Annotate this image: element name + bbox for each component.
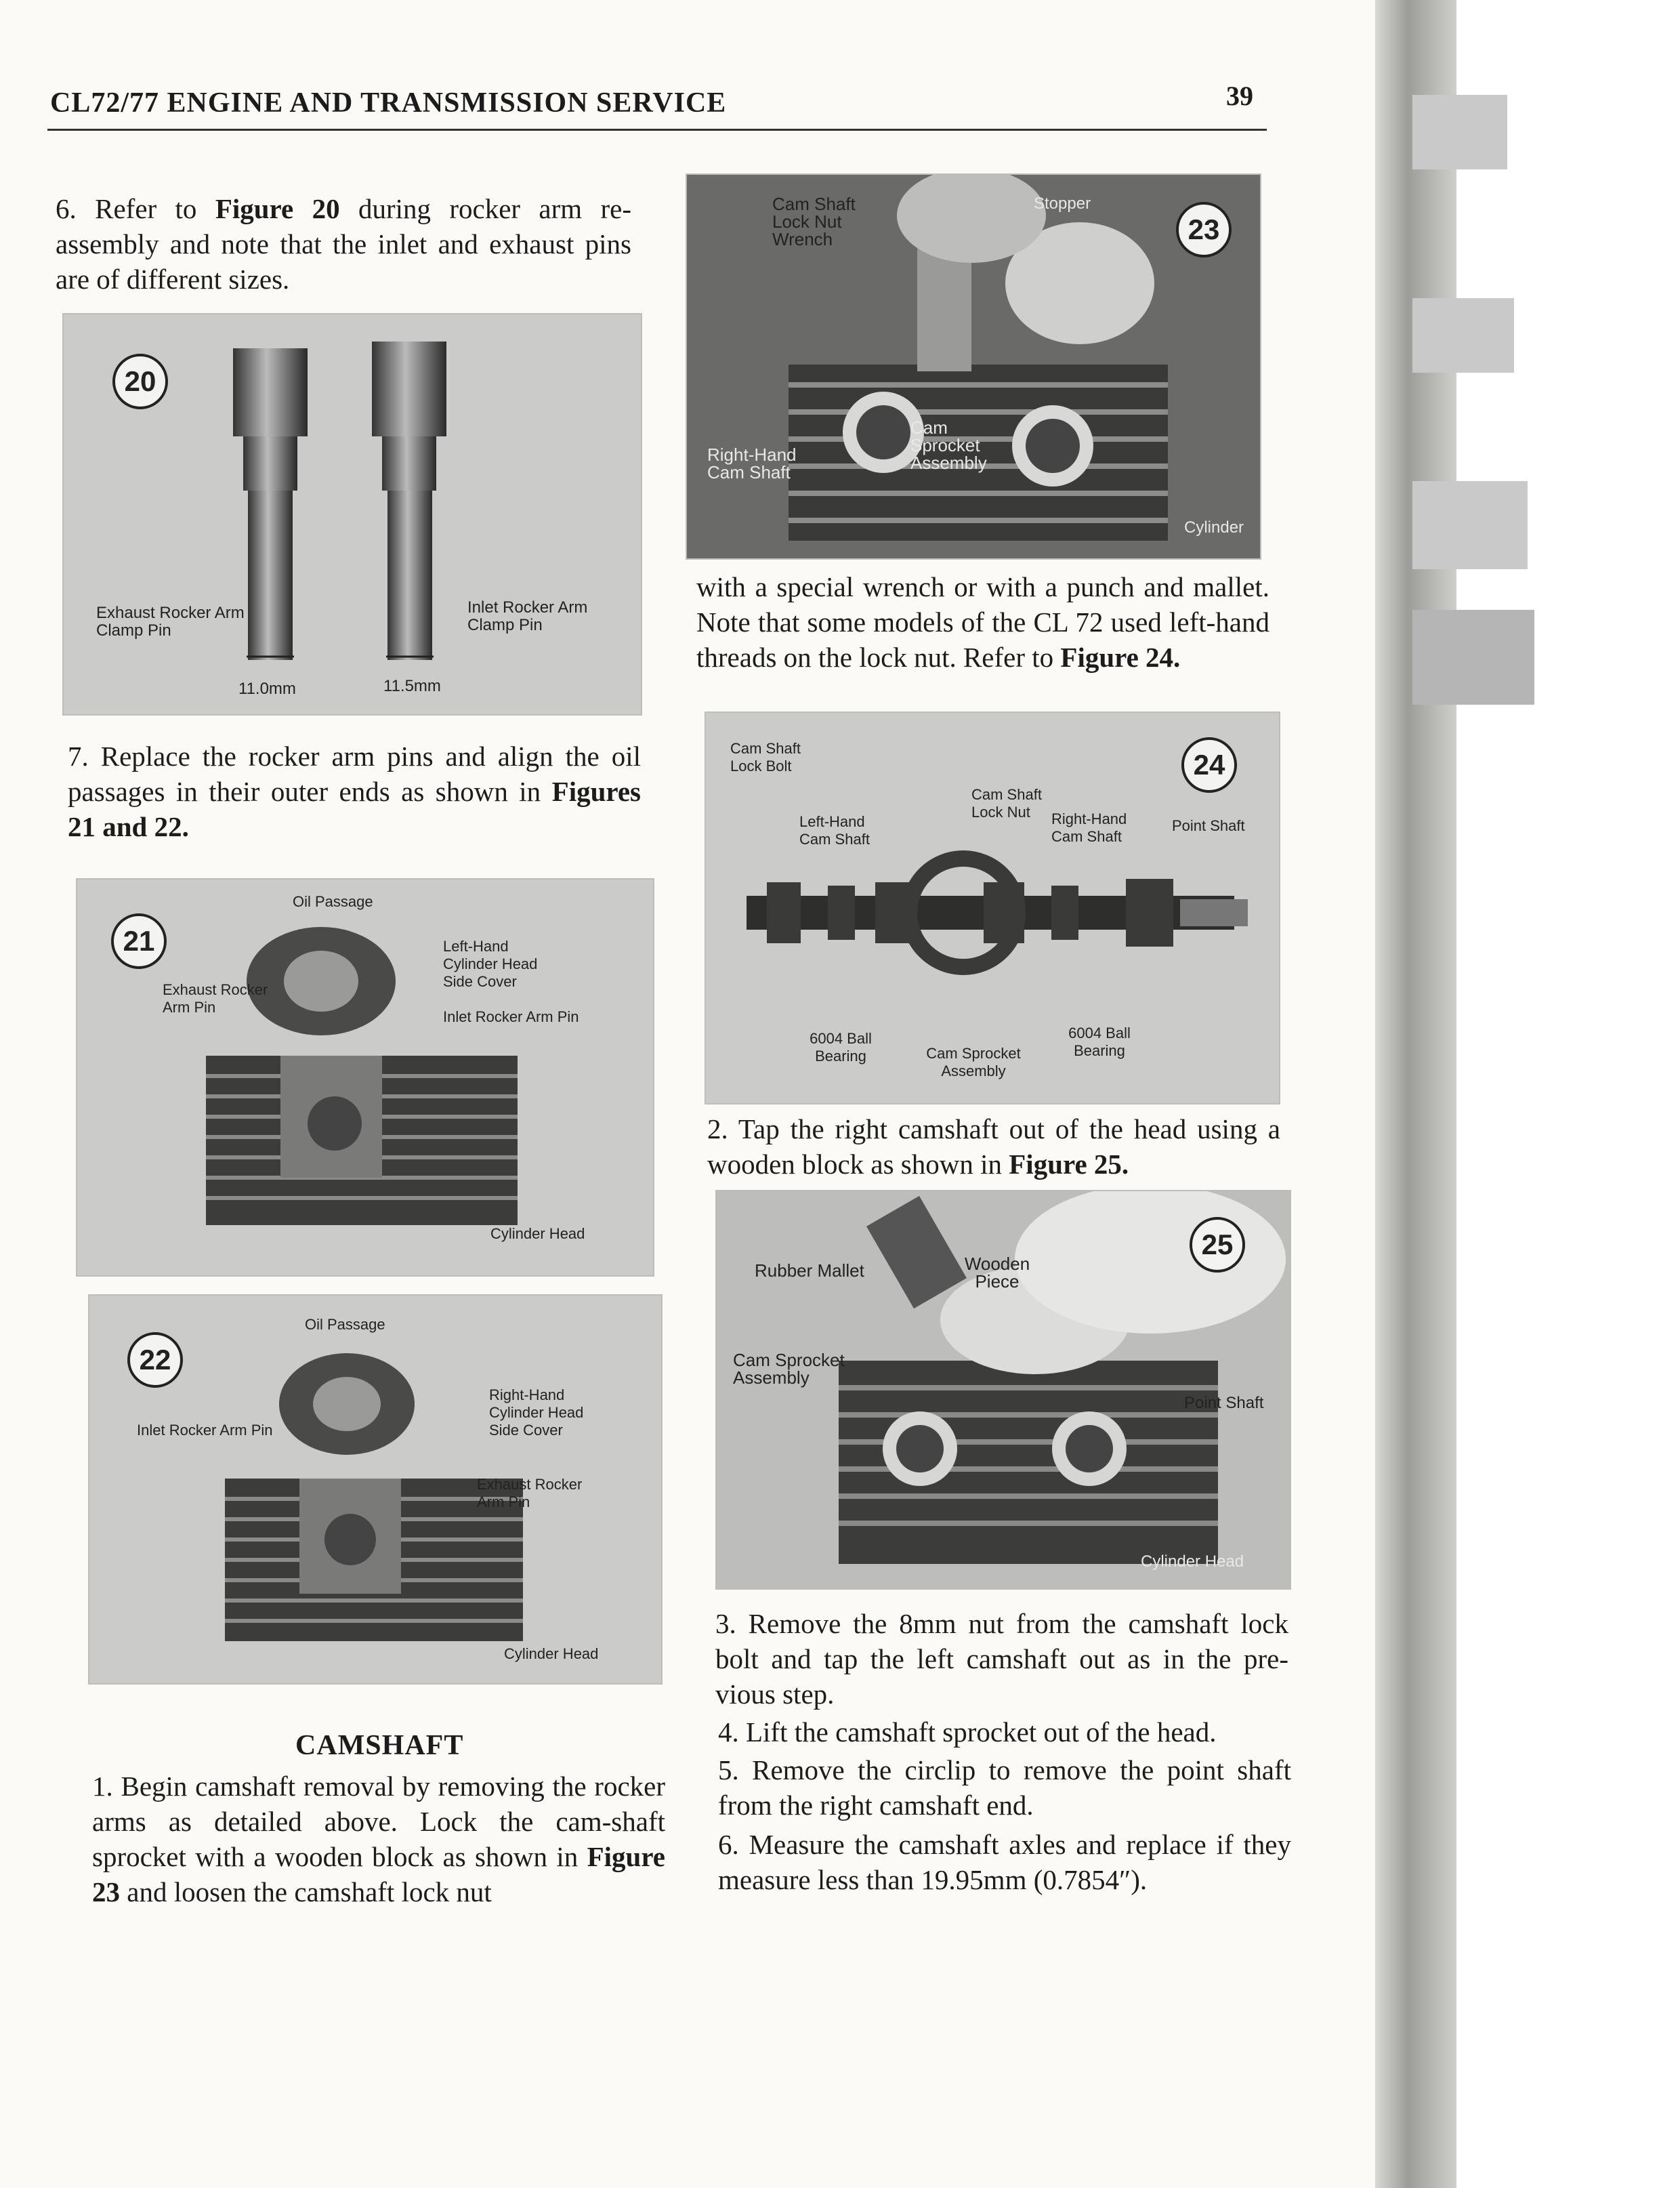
- label-left-hand-cam-shaft: Left-Hand Cam Shaft: [799, 813, 870, 848]
- figure-reference: Figure 24.: [1060, 642, 1181, 673]
- label-ball-bearing: 6004 Ball Bearing: [810, 1030, 872, 1065]
- figure-badge: 24: [1181, 737, 1237, 793]
- paragraph-step-2: 2. Tap the right camshaft out of the head using a wooden block as shown in Figure 25.: [707, 1113, 1281, 1180]
- figure-badge: 21: [111, 913, 167, 969]
- header-rule: [47, 129, 1267, 131]
- label-cylinder-head: Cylinder Head: [504, 1645, 599, 1662]
- figure-23-photo: [686, 173, 1261, 560]
- index-tab: [1412, 298, 1514, 373]
- label-cylinder-head: Cylinder Head: [1141, 1552, 1244, 1571]
- paragraph-step-7: 7. Replace the rocker arm pins and align the oil passages in their outer ends as shown in Figures 21 and 22.: [68, 741, 642, 842]
- paragraph-camshaft-step-1: 1. Begin camshaft removal by removing the rocker arms as detailed above. Lock the cam-shaft sprocket with a wooden block as shown in Figure 23 and loosen the camshaft lock nut: [92, 1771, 665, 1907]
- figure-badge: 25: [1190, 1217, 1245, 1273]
- page-header-title: CL72/77 ENGINE AND TRANSMISSION SERVICE: [50, 87, 727, 119]
- label-rubber-mallet: Rubber Mallet: [755, 1260, 864, 1281]
- label-exhaust-rocker-arm-pin: Exhaust Rocker Arm Pin: [163, 981, 268, 1016]
- label-inlet-pin: Inlet Rocker Arm Clamp Pin: [467, 598, 588, 634]
- index-tab: [1412, 610, 1534, 705]
- label-stopper: Stopper: [1034, 194, 1091, 213]
- figure-badge: 23: [1176, 202, 1232, 257]
- label-right-hand-cam-shaft: Right-Hand Cam Shaft: [1051, 810, 1127, 845]
- label-cam-shaft-lock-nut: Cam Shaft Lock Nut: [971, 786, 1042, 821]
- label-ball-bearing: 6004 Ball Bearing: [1068, 1025, 1131, 1059]
- label-right-hand-cam-shaft: Right-Hand Cam Shaft: [707, 445, 797, 482]
- figure-22-photo: [88, 1294, 663, 1685]
- label-exhaust-pin: Exhaust Rocker Arm Clamp Pin: [96, 604, 245, 640]
- paragraph-step-4: 4. Lift the camshaft sprocket out of the head.: [718, 1716, 1217, 1748]
- dimension-label: 11.0mm: [238, 680, 296, 698]
- figure-25-photo: [715, 1190, 1291, 1590]
- label-point-shaft: Point Shaft: [1184, 1394, 1264, 1412]
- label-cam-shaft-lock-bolt: Cam Shaft Lock Bolt: [730, 740, 801, 775]
- label-cam-sprocket-assembly: Cam Sprocket Assembly: [926, 1045, 1021, 1079]
- label-wooden-piece: Wooden Piece: [964, 1254, 1030, 1292]
- label-cam-sprocket-assembly: Cam Sprocket Assembly: [910, 417, 987, 473]
- label-left-side-cover: Left-Hand Cylinder Head Side Cover: [443, 938, 538, 990]
- paragraph-step-3: 3. Remove the 8mm nut from the camshaft lock bolt and tap the left camshaft out as in the pre-vious step.: [715, 1608, 1288, 1710]
- figure-badge: 22: [127, 1332, 183, 1388]
- paragraph-step-1-continued: with a special wrench or with a punch and mallet. Note that some models of the CL 72 used left-hand threads on the lock nut. Refer to Figure 24.: [696, 571, 1269, 673]
- label-cam-sprocket-assembly: Cam Sprocket Assembly: [733, 1350, 845, 1388]
- label-oil-passage: Oil Passage: [293, 893, 373, 910]
- paragraph-step-6-measure: 6. Measure the camshaft axles and replace if they measure less than 19.95mm (0.7854″).: [718, 1829, 1291, 1895]
- figure-badge: 20: [112, 354, 168, 409]
- figure-reference: Figure 25.: [1009, 1149, 1129, 1180]
- figure-21-photo: [76, 878, 654, 1277]
- label-inlet-rocker-arm-pin: Inlet Rocker Arm Pin: [137, 1422, 273, 1439]
- label-oil-passage: Oil Passage: [305, 1316, 385, 1333]
- index-tab: [1412, 95, 1507, 169]
- page-number: 39: [1226, 81, 1253, 111]
- figure-reference: Figure 23: [92, 1841, 665, 1907]
- figure-24-photo: [705, 711, 1280, 1105]
- figure-reference: Figure 20: [215, 193, 340, 224]
- label-point-shaft: Point Shaft: [1172, 817, 1245, 834]
- dimension-label: 11.5mm: [383, 677, 441, 695]
- label-cylinder-head: Cylinder Head: [490, 1225, 585, 1242]
- paragraph-step-5: 5. Remove the circlip to remove the point shaft from the right camshaft end.: [718, 1754, 1291, 1821]
- label-right-side-cover: Right-Hand Cylinder Head Side Cover: [489, 1386, 584, 1439]
- label-cylinder: Cylinder: [1184, 518, 1244, 537]
- figure-20-photo: [62, 313, 642, 716]
- index-tab: [1412, 481, 1528, 569]
- figure-reference: Figures 21 and 22.: [68, 776, 642, 842]
- label-lock-nut-wrench: Cam Shaft Lock Nut Wrench: [772, 194, 856, 249]
- section-title-camshaft: CAMSHAFT: [295, 1730, 464, 1761]
- paragraph-step-6: 6. Refer to Figure 20 during rocker arm re-assembly and note that the inlet and exhaust pins are of different sizes.: [56, 193, 632, 295]
- label-exhaust-rocker-arm-pin: Exhaust Rocker Arm Pin: [477, 1476, 583, 1510]
- label-inlet-rocker-arm-pin: Inlet Rocker Arm Pin: [443, 1008, 579, 1025]
